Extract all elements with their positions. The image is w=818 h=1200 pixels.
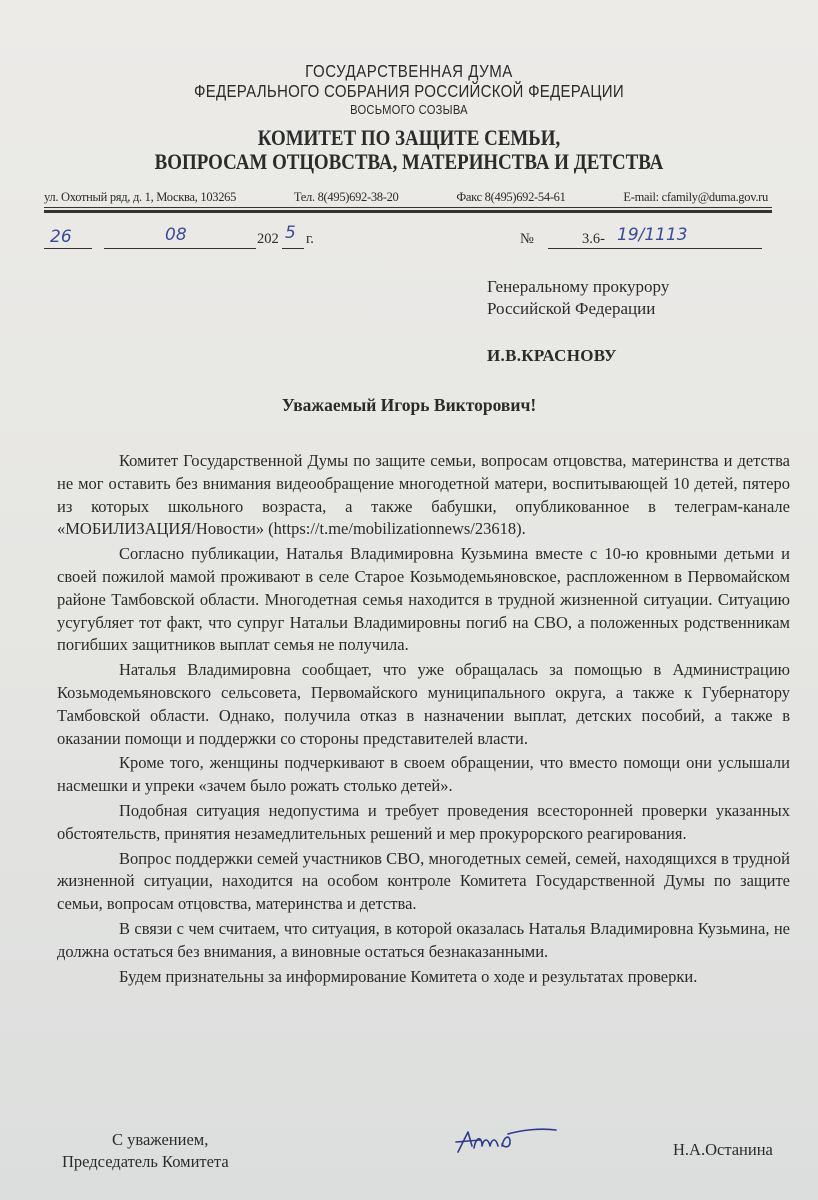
date-day: 26 [50,227,72,247]
signature-stroke [456,1129,556,1152]
contact-line [44,190,768,205]
paragraph: Наталья Владимировна сообщает, что уже обращалась за помощью в Администрацию Козьмодемьяновского сельсовета, Первомайского муниципального округа, а также к Губернатору Тамбовской области. Однако, получила отказ в назначении выплат, детских пособий, а также в оказании помощи и поддержки со стороны представителей власти. [57,660,790,748]
signer-name: Н.А.Останина [673,1140,773,1159]
paragraph: Комитет Государственной Думы по защите семьи, вопросам отцовства, материнства и детства не мог оставить без внимания видеообращение многодетной матери, воспитывающей 10 детей, пятеро из которых школьного возраста, а также бабушки, опубликованное в телеграм-канале «МОБИЛИЗАЦИЯ/Новости» (https://t.me/mobilizationnews/23618). [57,451,790,539]
address: ул. Охотный ряд, д. 1, Москва, 103265 [44,190,237,204]
addressee-block [487,276,669,320]
paragraph: Вопрос поддержки семей участников СВО, многодетных семей, семей, находящихся в трудной жизненной ситуации, находится на особом контроле Комитета Государственной Думы по защите семьи, вопросам отцовства, материнства и детства. [57,848,790,914]
paragraph: Согласно публикации, Наталья Владимировна Кузьмина вместе с 10-ю кровными детьми и своей пожилой мамой проживают в селе Старое Козьмодемьяновское, распложенном в Первомайском районе Тамбовской области. Многодетная семья находится в трудной жизненной ситуации. Ситуацию усугубляет тот факт, что супруг Натальи Владимировны погиб на СВО, а положенных родственникам погибших защитников выплат семья не получила. [57,544,790,655]
committee-title-line2: ВОПРОСАМ ОТЦОВСТВА, МАТЕРИНСТВА И ДЕТСТВА [154,149,664,174]
handwritten-signature [452,1118,562,1158]
header-divider-thin [44,207,772,208]
letterhead-state-duma: ГОСУДАРСТВЕННАЯ ДУМА [305,61,513,81]
phone: Тел. 8(495)692-38-20 [293,190,399,204]
paragraph: В связи с чем считаем, что ситуация, в которой оказалась Наталья Владимировна Кузьмина, не должна остаться без внимания, а виновные остаться безнаказанными. [57,918,790,961]
email: E-mail: cfamily@duma.gov.ru [623,190,768,204]
date-year-digit: 5 [285,223,296,243]
addressee-name: И.В.КРАСНОВУ [487,346,617,365]
number-handwritten: 19/1113 [617,225,688,245]
addressee-country: Российской Федерации [487,299,656,318]
closing-regards: С уважением, [112,1130,209,1149]
salutation: Уважаемый Игорь Викторович! [281,395,537,415]
date-month: 08 [165,225,187,245]
date-year-suffix: г. [306,231,314,247]
letter-body [57,450,790,990]
paragraph: Подобная ситуация недопустима и требует проведения всесторонней проверки указанных обстоятельств, принятия незамедлительных решений и мер прокурорского реагирования. [57,800,790,843]
number-prefix: 3.6- [582,231,605,247]
closing-block [62,1129,229,1173]
date-year-prefix: 202 [257,231,279,247]
paragraph: Кроме того, женщины подчеркивают в своем обращении, что вместо помощи они услышали насмешки и упреки «зачем было рожать столько детей». [57,753,790,796]
letterhead-federal-assembly: ФЕДЕРАЛЬНОГО СОБРАНИЯ РОССИЙСКОЙ ФЕДЕРАЦИИ [194,81,624,101]
committee-title-line1: КОМИТЕТ ПО ЗАЩИТЕ СЕМЬИ, [257,125,561,150]
signer-position: Председатель Комитета [62,1152,229,1171]
addressee-position: Генеральному прокурору [487,277,670,296]
letterhead-convocation: ВОСЬМОГО СОЗЫВА [350,102,468,117]
number-label: № [520,231,534,247]
header-divider-thick [44,210,772,213]
fax: Факс 8(495)692-54-61 [456,190,566,204]
paragraph: Будем признательны за информирование Комитета о ходе и результатах проверки. [119,966,698,986]
